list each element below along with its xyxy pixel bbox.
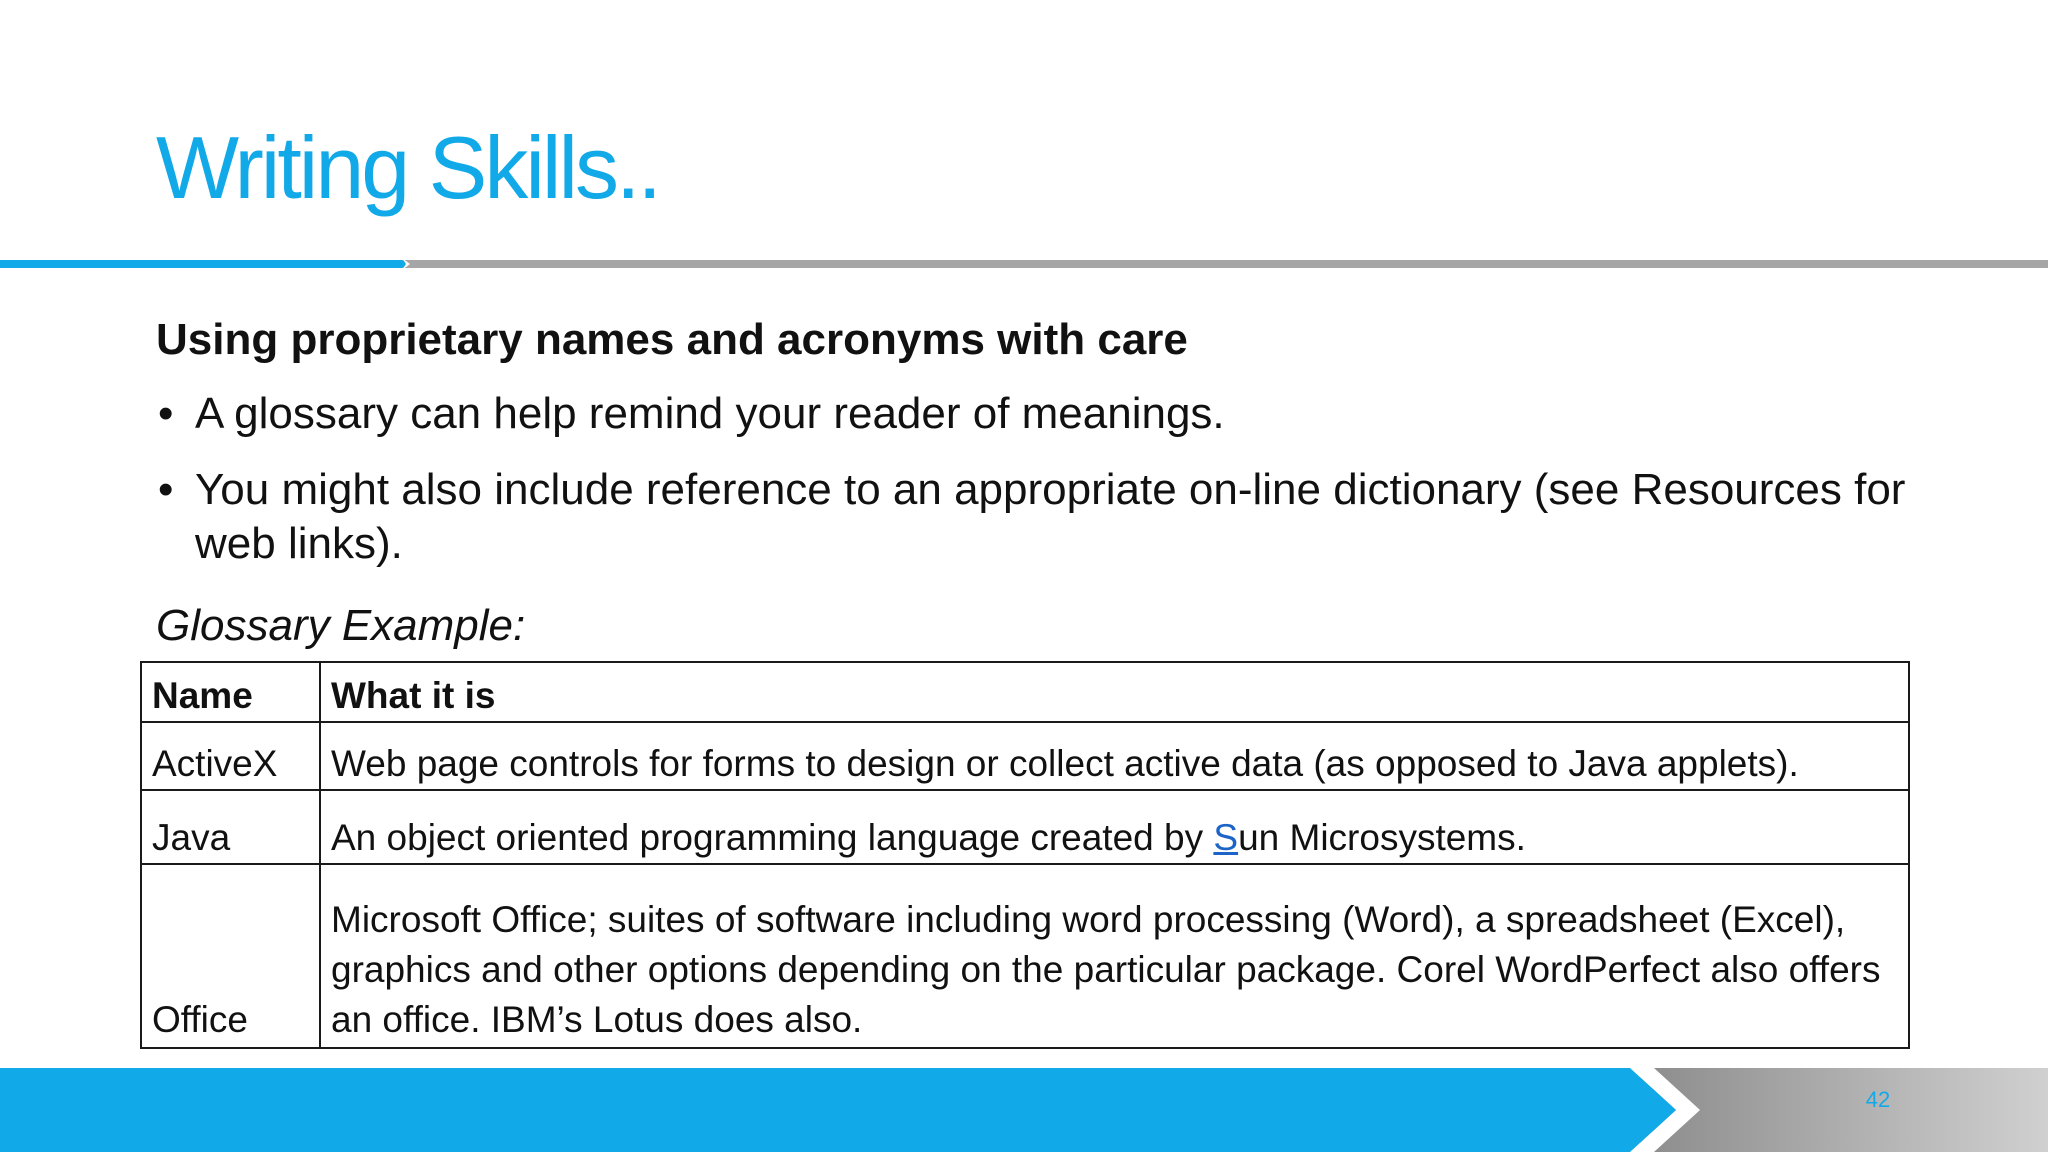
slide-title: Writing Skills..	[156, 118, 659, 217]
term-cell: Java	[141, 790, 320, 864]
bullet-icon: •	[158, 465, 174, 514]
bullet-text: A glossary can help remind your reader of meanings.	[195, 389, 1225, 438]
table-row	[141, 722, 1909, 790]
definition-cell: Microsoft Office; suites of software including word processing (Word), a spreadsheet (Excel), graphics and other options depending on the particular package. Corel WordPerfect also offers an office. IBM’s Lotus does also.	[320, 864, 1909, 1048]
table-header-row	[141, 662, 1909, 722]
title-divider-gray	[400, 260, 2048, 268]
footer-blue-band	[0, 1068, 1676, 1152]
bullet-list	[156, 387, 1916, 593]
definition-cell	[320, 790, 1909, 864]
section-heading: Using proprietary names and acronyms with care	[156, 315, 1188, 364]
title-divider-blue	[0, 260, 410, 268]
definition-prefix: An object oriented programming language created by	[331, 817, 1214, 858]
header-name: Name	[141, 662, 320, 722]
example-label: Glossary Example:	[156, 601, 526, 650]
table-row	[141, 864, 1909, 1048]
bullet-item	[156, 463, 1916, 571]
sun-link[interactable]: S	[1213, 817, 1239, 858]
bullet-icon: •	[158, 389, 174, 438]
term-cell: Office	[141, 864, 320, 1048]
bullet-item	[156, 387, 1916, 441]
definition-rest: un Microsystems.	[1238, 817, 1526, 858]
glossary-table	[140, 661, 1910, 1049]
title-divider	[0, 256, 2048, 272]
page-number: 42	[1865, 1087, 1891, 1112]
footer-bar	[0, 1068, 2048, 1152]
table-row	[141, 790, 1909, 864]
definition-cell: Web page controls for forms to design or collect active data (as opposed to Java applets).	[320, 722, 1909, 790]
bullet-text: You might also include reference to an appropriate on-line dictionary (see Resources for web links).	[195, 465, 1906, 568]
term-cell: ActiveX	[141, 722, 320, 790]
footer-gray-band	[1640, 1068, 2048, 1152]
header-what-it-is: What it is	[320, 662, 1909, 722]
